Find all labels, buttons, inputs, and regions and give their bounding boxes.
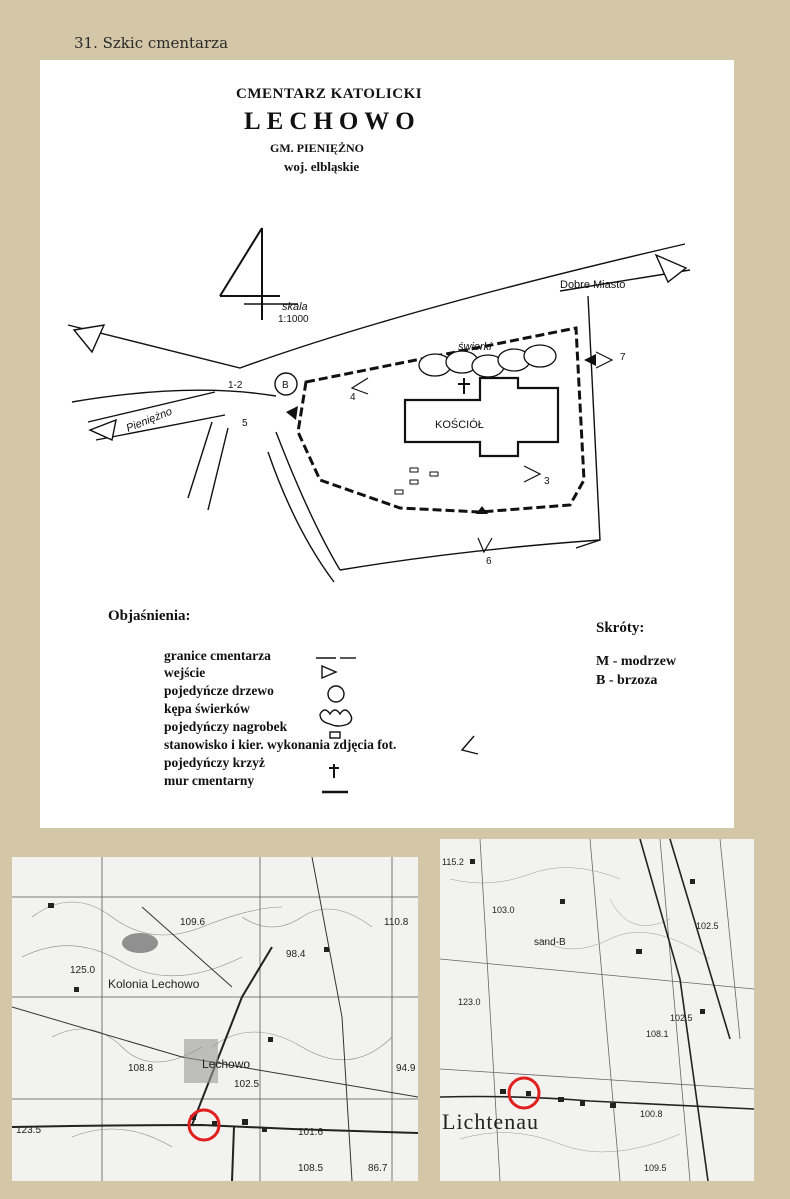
cemetery-sketch-sheet [40, 60, 734, 828]
legend-item-entrance: wejście [164, 665, 206, 680]
photo-point-7: 7 [620, 352, 626, 363]
legend-photo-icon [462, 736, 478, 754]
map-left-label-2: 110.8 [384, 917, 409, 928]
map-right-label-4: 123.0 [458, 997, 481, 1007]
tree-birch-label: B [282, 380, 289, 391]
map-left-label-12: 86.7 [368, 1163, 388, 1174]
legend-item-spruce-cluster: kępa świerków [164, 701, 250, 716]
church-label: KOŚCIÓŁ [435, 419, 484, 431]
map-right-label-10: 109.5 [644, 1163, 667, 1173]
map-left-label-1: 109.6 [180, 917, 206, 928]
legend-spruce-icon [320, 710, 352, 726]
sketch-title: CMENTARZ KATOLICKI [236, 86, 423, 102]
spruce-label: świerki [458, 341, 492, 353]
map-left-label-4: 125.0 [70, 965, 96, 976]
photo-point-4: 4 [350, 392, 356, 403]
road-arrow-ne-icon [656, 255, 686, 282]
abbreviations-title: Skróty: [596, 620, 645, 636]
map-left-label-10: 123.5 [16, 1125, 42, 1136]
legend-item-single-tree: pojedyńcze drzewo [164, 683, 274, 698]
sketch-municipality: GM. PIENIĘŻNO [270, 141, 365, 155]
scale-label: skala [282, 301, 308, 313]
cemetery-location-marker-historic [509, 1078, 539, 1108]
legend-tree-icon [328, 686, 344, 702]
map-left-label-13: 108.5 [298, 1163, 324, 1174]
map-left-label-11: 101.6 [298, 1127, 324, 1138]
scale-value: 1:1000 [278, 314, 309, 325]
legend-item-photo-station: stanowisko i kier. wykonania zdjęcia fot. [164, 737, 397, 752]
legend-title: Objaśnienia: [108, 608, 191, 624]
abbreviation-birch: B - brzoza [596, 673, 658, 688]
map-left-label-3: 98.4 [286, 949, 306, 960]
map-left-kolonia-lechowo: Kolonia Lechowo [108, 977, 200, 991]
photo-point-1-2: 1-2 [228, 380, 243, 391]
graves [395, 468, 438, 494]
map-right-sand-b: sand-B [534, 937, 566, 948]
photo-point-3: 3 [544, 476, 550, 487]
cross-icon [458, 378, 470, 394]
map-modern-lines [12, 857, 418, 1181]
map-left-label-7: 108.8 [128, 1063, 154, 1074]
map-right-label-5: 102.5 [696, 921, 719, 931]
map-right-label-2: 103.0 [492, 905, 515, 915]
map-right-lichtenau: Lichtenau [442, 1109, 539, 1134]
sketch-voivodeship: woj. elbląskie [284, 159, 360, 174]
map-right-label-9: 100.8 [640, 1109, 663, 1119]
map-left-label-8: 102.5 [234, 1079, 260, 1090]
church-building [405, 378, 558, 456]
map-right-label-6: 108.1 [646, 1029, 669, 1039]
sketch-place-name: LECHOWO [244, 108, 421, 135]
legend-entrance-icon [322, 666, 336, 678]
legend-item-boundary: granice cmentarza [164, 648, 271, 663]
legend-item-grave: pojedyńczy nagrobek [164, 719, 288, 734]
photo-point-6: 6 [486, 556, 492, 567]
map-right-label-1: 115.2 [442, 857, 464, 867]
topographic-map-historic [440, 839, 754, 1181]
road-arrow-w-icon [74, 325, 116, 440]
legend-item-wall: mur cmentarny [164, 773, 255, 788]
cemetery-plan [40, 60, 734, 828]
road-label-pieniezno: Pieniężno [124, 405, 174, 435]
photo-point-5: 5 [242, 418, 248, 429]
map-left-label-9: 94.9 [396, 1063, 416, 1074]
legend-item-cross: pojedyńczy krzyż [164, 755, 265, 770]
abbreviation-larch: M - modrzew [596, 654, 677, 669]
map-right-label-7: 102.5 [670, 1013, 693, 1023]
page-heading: 31. Szkic cmentarza [74, 34, 229, 52]
legend-symbols [316, 658, 478, 792]
topographic-map-modern [12, 857, 418, 1181]
road-label-dobre-miasto: Dobre Miasto [560, 279, 626, 291]
map-left-lechowo: Lechowo [202, 1057, 251, 1071]
